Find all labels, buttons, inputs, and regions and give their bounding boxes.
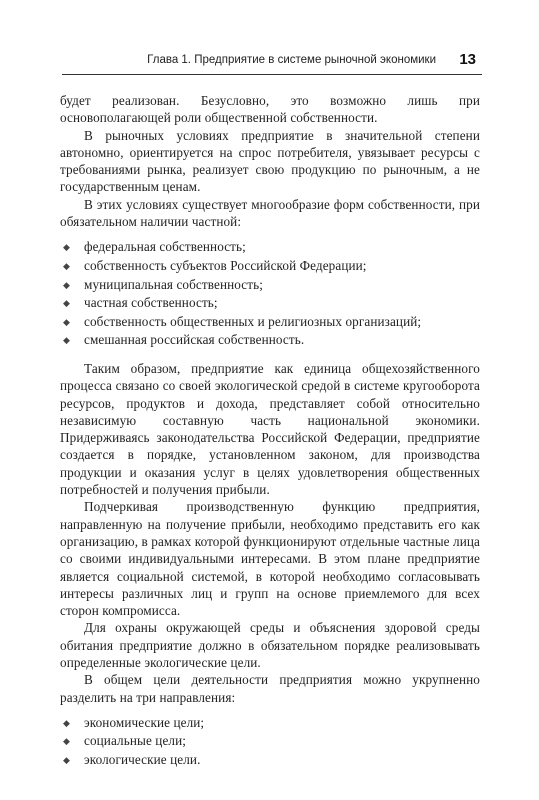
paragraph: В рыночных условиях предприятие в значительной степени автономно, ориентируется на спрос потребителя, увязывает ресурсы с требованиями рынка, реализует свою продукцию по рыночным, а не государственным ценам.	[60, 127, 480, 195]
page-body	[60, 92, 480, 780]
list-item-text: муниципальная собственность;	[84, 276, 263, 292]
paragraph: Таким образом, предприятие как единица общехозяйственного процесса связано со своей экологической средой в системе кругооборота ресурсов, продуктов и дохода, представляет собой относительно независимую составную часть национальной экономики. Придерживаясь законодательства Российской Федерации, предприятие создается в порядке, установленном законом, для производства продукции и оказания услуг в целях удовлетворения общественных потребностей и получения прибыли.	[60, 360, 480, 498]
list-item-text: социальные цели;	[84, 733, 187, 749]
running-header	[62, 48, 482, 75]
list-item-text: экономические цели;	[84, 714, 205, 730]
diamond-bullet-icon: ◆	[63, 335, 71, 346]
list-item	[60, 751, 480, 770]
paragraph: Для охраны окружающей среды и объяснения здоровой среды обитания предприятие должно в обязательном порядке реализовывать определенные экологические цели.	[60, 620, 480, 670]
list-item-text: собственность общественных и религиозных организаций;	[84, 313, 422, 329]
list-item	[60, 276, 480, 295]
list-item-text: собственность субъектов Российской Федерации;	[84, 257, 367, 273]
diamond-bullet-icon: ◆	[63, 242, 71, 253]
diamond-bullet-icon: ◆	[63, 298, 71, 309]
list-item	[60, 732, 480, 751]
diamond-bullet-icon: ◆	[63, 316, 71, 327]
diamond-bullet-icon: ◆	[63, 260, 71, 271]
paragraph: В этих условиях существует многообразие форм собственности, при обязательном наличии частной:	[60, 196, 480, 230]
diamond-bullet-icon: ◆	[63, 717, 71, 728]
list-item-text: экологические цели.	[84, 752, 201, 768]
list-item	[60, 257, 480, 276]
diamond-bullet-icon: ◆	[63, 755, 71, 766]
paragraph: Подчеркивая производственную функцию предприятия, направленную на получение прибыли, необходимо представить его как организацию, в рамках которой функционируют отдельные частные лица со своими индивидуальными интересами. В этом плане предприятие является социальной системой, в которой необходимо согласовывать интересы различных лиц и групп на основе приемлемого для всех сторон компромисса.	[60, 499, 480, 619]
diamond-bullet-icon: ◆	[63, 736, 71, 747]
list-item	[60, 238, 480, 257]
list-item-text: смешанная российская собственность.	[84, 332, 305, 348]
paragraph: В общем цели деятельности предприятия можно укрупненно разделить на три направления:	[60, 672, 480, 705]
list-item-text: федеральная собственность;	[84, 239, 246, 255]
list-item	[60, 294, 480, 313]
list-item-text: частная собственность;	[84, 295, 218, 311]
paragraph: будет реализован. Безусловно, это возможно лишь при основополагающей роли общественной собственности.	[60, 93, 480, 126]
page-number: 13	[459, 51, 476, 68]
chapter-title: Глава 1. Предприятие в системе рыночной экономики	[147, 54, 436, 66]
goal-directions-list	[60, 714, 480, 770]
ownership-forms-list	[60, 238, 480, 350]
list-item	[60, 331, 480, 350]
diamond-bullet-icon: ◆	[63, 279, 71, 290]
list-item	[60, 313, 480, 332]
list-item	[60, 714, 480, 733]
